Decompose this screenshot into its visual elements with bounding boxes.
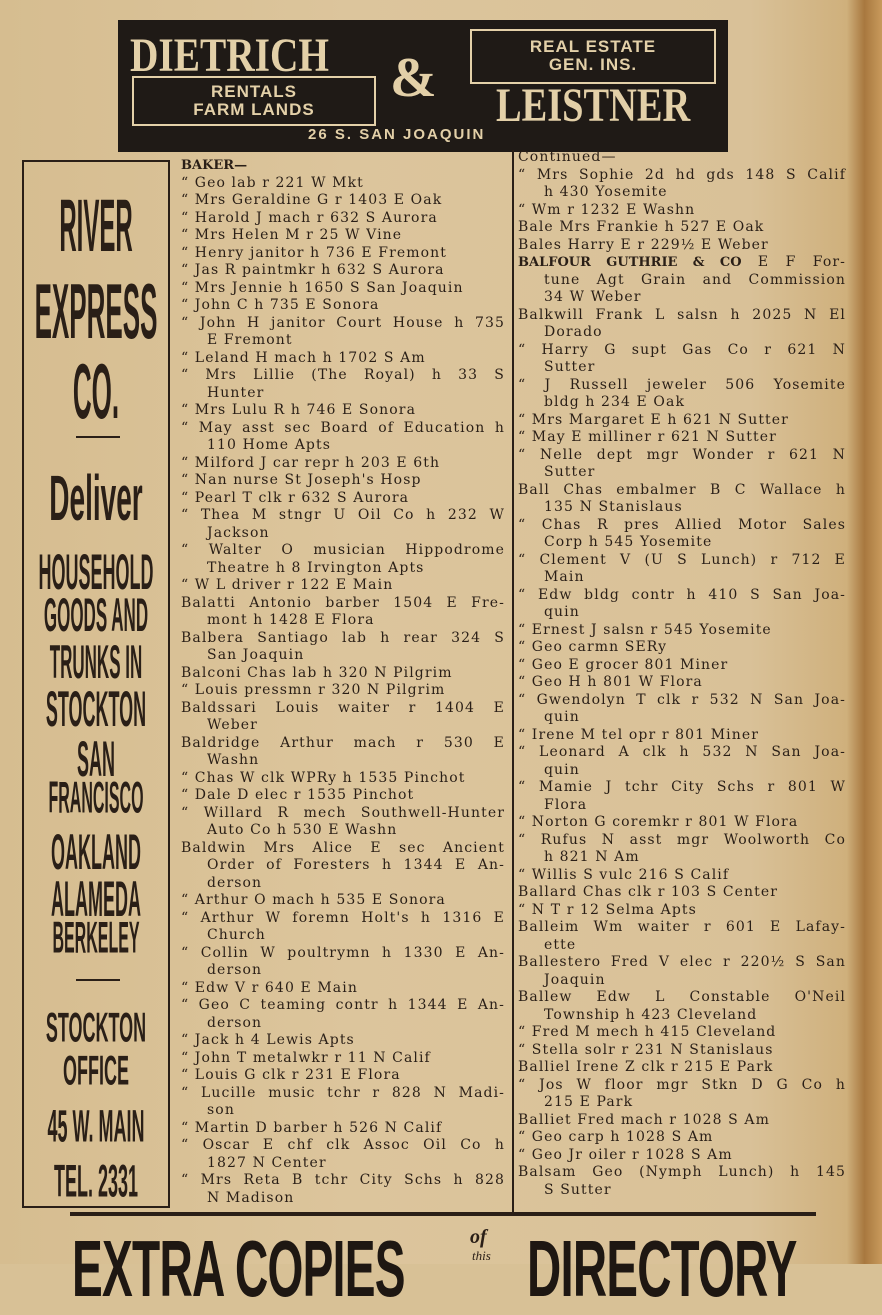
- entry-line: “ Mrs Geraldine G r 1403 E Oak: [181, 192, 443, 208]
- entry-line: “ Geo H h 801 W Flora: [518, 674, 703, 690]
- directory-entry: [518, 377, 846, 412]
- ad-line: TEL. 2331: [53, 1156, 139, 1207]
- directory-entry: [518, 919, 846, 954]
- entry-line: S Sutter: [544, 1181, 612, 1198]
- entry-line: Balliel Irene Z clk r 215 E Park: [518, 1059, 774, 1075]
- entry-line: “ Mrs Helen M r 25 W Vine: [181, 227, 403, 243]
- ad-line-row: [24, 731, 168, 788]
- entry-line: San Joaquin: [207, 647, 305, 663]
- directory-entry: [518, 307, 846, 342]
- ad-line: SAN: [76, 731, 115, 788]
- entry-line: “ Pearl T clk r 632 S Aurora: [181, 489, 410, 506]
- entry-line: “ Arthur O mach h 535 E Sonora: [181, 892, 446, 908]
- entry-line: Ballestero Fred V elec r 220½ S San: [518, 954, 846, 970]
- entry-line: Baldwin Mrs Alice E sec Ancient: [181, 839, 505, 856]
- directory-entry: [518, 1024, 846, 1042]
- entry-line: “ Lucille music tchr r 828 N Madi-: [181, 1084, 505, 1101]
- entry-line: “ Edw V r 640 E Main: [181, 979, 358, 996]
- directory-entry: [181, 787, 505, 805]
- entry-line: 110 Home Apts: [207, 437, 332, 453]
- entry-line: Balatti Antonio barber 1504 E Fre-: [181, 594, 505, 611]
- entry-line: bldg h 234 E Oak: [544, 394, 686, 410]
- directory-entry: [181, 227, 505, 245]
- river-express-ad: [22, 160, 170, 1208]
- entry-line: Balkwill Frank L salsn h 2025 N El: [518, 306, 846, 323]
- directory-entry: [181, 542, 505, 577]
- ad-line-row: [24, 636, 168, 690]
- entry-line: “ Walter O musician Hippodrome: [181, 542, 505, 558]
- ad-line-row: [24, 871, 168, 928]
- directory-entry: [518, 517, 846, 552]
- entry-line: Ball Chas embalmer B C Wallace h: [518, 481, 846, 498]
- ad-line-row: [24, 185, 168, 270]
- entry-line: “ Rufus N asst mgr Woolworth Co: [518, 831, 846, 848]
- directory-entry: [518, 1112, 846, 1130]
- right-directory-column: [518, 149, 846, 1199]
- directory-entry: [181, 210, 505, 228]
- entry-line: “ Leonard A clk h 532 N San Joa-: [518, 744, 846, 760]
- ad-line-row: [24, 346, 168, 436]
- entry-line: “ Jack h 4 Lewis Apts: [181, 1032, 355, 1048]
- entry-line: “ Geo E grocer 801 Miner: [518, 656, 729, 673]
- entry-line: Corp h 545 Yosemite: [544, 534, 713, 550]
- directory-entry: [181, 980, 505, 998]
- entry-line: “ W L driver r 122 E Main: [181, 577, 394, 593]
- directory-entry: [518, 202, 846, 220]
- directory-entry: [181, 490, 505, 508]
- entry-line: “ Arthur W foremn Holt's h 1316 E: [181, 909, 505, 926]
- entry-line: Flora: [544, 796, 588, 813]
- ad-divider: [76, 979, 120, 981]
- entry-line: “ Louis G clk r 231 E Flora: [181, 1067, 401, 1083]
- entry-line: “ Oscar E chf clk Assoc Oil Co h: [181, 1137, 505, 1153]
- entry-line: “ Geo carp h 1028 S Am: [518, 1129, 714, 1145]
- farm-lands-text: FARM LANDS: [193, 100, 315, 119]
- entry-line: “ Mrs Margaret E h 621 N Sutter: [518, 411, 789, 428]
- entry-line: son: [207, 1102, 235, 1118]
- entry-line: 215 E Park: [544, 1094, 634, 1110]
- banner-of: of: [470, 1226, 487, 1248]
- entry-line: Continued—: [518, 149, 617, 165]
- directory-entry: [181, 1067, 505, 1085]
- banner-this: this: [472, 1248, 491, 1263]
- directory-entry: [181, 157, 505, 175]
- entry-line: 34 W Weber: [544, 289, 642, 305]
- directory-entry: [518, 447, 846, 482]
- entry-line: 135 N Stanislaus: [544, 499, 683, 515]
- entry-line: quin: [544, 709, 580, 725]
- entry-line: Bales Harry E r 229½ E Weber: [518, 236, 769, 253]
- entry-line: “ Leland H mach h 1702 S Am: [181, 349, 426, 366]
- real-estate-box: [470, 29, 716, 84]
- entry-line: “ N T r 12 Selma Apts: [518, 901, 697, 918]
- rentals-text: RENTALS: [210, 82, 297, 101]
- entry-line: N Madison: [207, 1189, 295, 1206]
- entry-line: Ballard Chas clk r 103 S Center: [518, 884, 779, 900]
- entry-line: “ Willard R mech Southwell-Hunter: [181, 804, 505, 821]
- ad-line-row: [24, 1156, 168, 1207]
- entry-heading: BAKER—: [181, 158, 248, 173]
- entry-line: Auto Co h 530 E Washn: [207, 822, 398, 838]
- ad-name-dietrich: DIETRICH: [130, 29, 330, 82]
- directory-entry: [181, 840, 505, 893]
- entry-line: “ May E milliner r 621 N Sutter: [518, 429, 777, 445]
- directory-entry: [181, 577, 505, 595]
- directory-entry: [181, 630, 505, 665]
- entry-line: Weber: [207, 717, 258, 733]
- directory-entry: [181, 1120, 505, 1138]
- entry-line: Bale Mrs Frankie h 527 E Oak: [518, 219, 765, 235]
- entry-line: “ May asst sec Board of Education h: [181, 419, 505, 436]
- entry-line: “ Mrs Reta B tchr City Schs h 828: [181, 1172, 505, 1188]
- entry-line: Balleim Wm waiter r 601 E Lafay-: [518, 919, 846, 935]
- directory-entry: [518, 954, 846, 989]
- directory-entry: [518, 1129, 846, 1147]
- entry-line-bold: [181, 157, 505, 175]
- entry-line: “ Irene M tel opr r 801 Miner: [518, 726, 760, 743]
- entry-line: “ Mamie J tchr City Schs r 801 W: [518, 779, 846, 795]
- ad-line-row: [24, 1047, 168, 1094]
- entry-line: Baldssari Louis waiter r 1404 E: [181, 699, 505, 716]
- directory-entry: [181, 315, 505, 350]
- directory-entry: [181, 595, 505, 630]
- directory-entry: [518, 412, 846, 430]
- entry-line: Church: [207, 927, 266, 943]
- entry-line: “ Mrs Lulu R h 746 E Sonora: [181, 402, 417, 418]
- entry-line: “ Edw bldg contr h 410 S San Joa-: [518, 586, 846, 603]
- entry-line: Ballew Edw L Constable O'Neil: [518, 989, 846, 1005]
- entry-line: derson: [207, 1014, 263, 1031]
- directory-entry: [181, 367, 505, 402]
- entry-line: “ Clement V (U S Lunch) r 712 E: [518, 551, 846, 568]
- directory-entry: [181, 735, 505, 770]
- directory-entry: [181, 472, 505, 490]
- directory-entry: [518, 1059, 846, 1077]
- directory-entry: [518, 674, 846, 692]
- entry-line: derson: [207, 962, 263, 978]
- directory-entry: [518, 657, 846, 675]
- entry-line: Township h 423 Cleveland: [544, 1006, 758, 1023]
- left-directory-column: [181, 157, 505, 1207]
- ad-line: TRUNKS IN: [49, 636, 143, 690]
- real-estate-text: REAL ESTATE: [529, 37, 657, 56]
- directory-entry: [181, 262, 505, 280]
- entry-line: “ Geo carmn SERy: [518, 639, 668, 655]
- entry-line: “ Willis S vulc 216 S Calif: [518, 866, 730, 883]
- entry-line: “ Thea M stngr U Oil Co h 232 W: [181, 507, 505, 523]
- entry-line: h 821 N Am: [544, 849, 640, 865]
- ad-line: 45 W. MAIN: [47, 1101, 145, 1152]
- entry-line: quin: [544, 604, 580, 620]
- entry-line-bold: [518, 254, 846, 272]
- entry-line: Joaquin: [544, 971, 606, 988]
- directory-entry: [518, 744, 846, 779]
- entry-line: Order of Foresters h 1344 E An-: [207, 857, 505, 873]
- entry-line: “ Martin D barber h 526 N Calif: [181, 1119, 443, 1136]
- ad-line: STOCKTON: [45, 1004, 147, 1051]
- ad-line: Deliver: [49, 462, 143, 534]
- directory-entry: [181, 280, 505, 298]
- entry-line: Hunter: [207, 384, 265, 401]
- directory-entry: [181, 192, 505, 210]
- entry-line: “ Milford J car repr h 203 E 6th: [181, 454, 441, 471]
- entry-line: mont h 1428 E Flora: [207, 612, 375, 628]
- dietrich-leistner-ad: [118, 20, 728, 152]
- ad-line-row: [24, 1004, 168, 1051]
- directory-entry: [518, 167, 846, 202]
- directory-entry: [181, 507, 505, 542]
- entry-line: “ Collin W poultrymn h 1330 E An-: [181, 944, 505, 961]
- entry-line: “ John C h 735 E Sonora: [181, 297, 380, 313]
- directory-entry: [518, 587, 846, 622]
- directory-entry: [181, 297, 505, 315]
- ad-divider: [76, 436, 120, 438]
- directory-entry: [181, 1050, 505, 1068]
- directory-entry: [518, 552, 846, 587]
- directory-entry: [518, 622, 846, 640]
- directory-entry: [518, 429, 846, 447]
- directory-entry: [181, 455, 505, 473]
- ad-line-row: [24, 544, 168, 601]
- directory-entry: [518, 692, 846, 727]
- entry-line: “ John H janitor Court House h 735: [181, 314, 505, 331]
- directory-entry: [181, 682, 505, 700]
- directory-entry: [518, 482, 846, 517]
- ad-name-leistner: LEISTNER: [496, 79, 691, 132]
- ad-line: BERKELEY: [52, 916, 140, 964]
- ad-line: CO.: [72, 346, 120, 436]
- entry-line: “ Chas W clk WPRy h 1535 Pinchot: [181, 769, 466, 786]
- entry-line: Sutter: [544, 464, 596, 480]
- column-divider: [512, 150, 514, 1212]
- directory-entry: [518, 1042, 846, 1060]
- bottom-rule: [70, 1212, 816, 1216]
- entry-line: Balsam Geo (Nymph Lunch) h 145: [518, 1164, 846, 1180]
- directory-entry: [518, 814, 846, 832]
- entry-line: tune Agt Grain and Commission: [544, 271, 846, 288]
- directory-entry: [518, 254, 846, 307]
- entry-line: “ Fred M mech h 415 Cleveland: [518, 1024, 777, 1040]
- directory-entry: [518, 989, 846, 1024]
- entry-line: “ Nelle dept mgr Wonder r 621 N: [518, 446, 846, 463]
- entry-line: “ Geo C teaming contr h 1344 E An-: [181, 997, 505, 1013]
- directory-entry: [518, 342, 846, 377]
- ad-line: OAKLAND: [51, 824, 141, 881]
- gen-ins-text: GEN. INS.: [548, 55, 638, 74]
- ad-line-row: [24, 589, 168, 643]
- entry-line: “ John T metalwkr r 11 N Calif: [181, 1049, 431, 1066]
- ad-line: FRANCISCO: [48, 776, 144, 824]
- directory-entry: [518, 902, 846, 920]
- entry-line: “ Louis pressmn r 320 N Pilgrim: [181, 682, 446, 698]
- entry-line: “ Norton G coremkr r 801 W Flora: [518, 814, 799, 830]
- directory-entry: [181, 175, 505, 193]
- entry-line: “ Harold J mach r 632 S Aurora: [181, 209, 438, 226]
- directory-entry: [181, 892, 505, 910]
- ad-line-row: [24, 776, 168, 824]
- entry-line: “ Jas R paintmkr h 632 S Aurora: [181, 262, 445, 278]
- entry-line: “ Wm r 1232 E Washn: [518, 201, 696, 218]
- directory-entry: [181, 1085, 505, 1120]
- entry-line: Theatre h 8 Irvington Apts: [207, 559, 425, 576]
- entry-line: “ Nan nurse St Joseph's Hosp: [181, 472, 422, 488]
- entry-line: “ Geo lab r 221 W Mkt: [181, 174, 364, 191]
- directory-entry: [518, 779, 846, 814]
- directory-entry: [518, 639, 846, 657]
- directory-entry: [518, 1077, 846, 1112]
- entry-line: Baldridge Arthur mach r 530 E: [181, 734, 505, 751]
- directory-entry: [181, 945, 505, 980]
- ad-line: EXPRESS: [34, 266, 158, 356]
- directory-entry: [518, 1164, 846, 1199]
- directory-entry: [518, 832, 846, 867]
- directory-entry: [181, 402, 505, 420]
- directory-entry: [518, 1147, 846, 1165]
- entry-line: Balbera Santiago lab h rear 324 S: [181, 629, 505, 646]
- directory-entry: [518, 149, 846, 167]
- directory-entry: [181, 420, 505, 455]
- directory-entry: [518, 884, 846, 902]
- entry-line: h 430 Yosemite: [544, 184, 668, 200]
- ad-line-row: [24, 266, 168, 356]
- ad-line: GOODS AND: [43, 589, 149, 643]
- entry-heading: BALFOUR GUTHRIE & CO: [518, 255, 742, 270]
- directory-entry: [181, 770, 505, 788]
- directory-entry: [181, 805, 505, 840]
- directory-entry: [181, 245, 505, 263]
- ad-line-row: [24, 1101, 168, 1152]
- entry-line: ette: [544, 936, 577, 953]
- entry-line: quin: [544, 761, 580, 778]
- directory-entry: [181, 1137, 505, 1172]
- entry-line: Balconi Chas lab h 320 N Pilgrim: [181, 664, 453, 681]
- entry-line: “ J Russell jeweler 506 Yosemite: [518, 376, 846, 393]
- directory-entry: [181, 997, 505, 1032]
- ad-line-row: [24, 462, 168, 534]
- ad-address: 26 S. SAN JOAQUIN: [308, 126, 486, 143]
- ad-line: STOCKTON: [45, 681, 147, 738]
- ad-line-row: [24, 916, 168, 964]
- entry-line: “ Mrs Lillie (The Royal) h 33 S: [181, 367, 505, 383]
- entry-line: 1827 N Center: [207, 1154, 327, 1171]
- ad-ampersand: &: [390, 47, 437, 109]
- entry-line: “ Henry janitor h 736 E Fremont: [181, 244, 447, 261]
- entry-line: “ Chas R pres Allied Motor Sales: [518, 516, 846, 533]
- entry-line: “ Gwendolyn T clk r 532 N San Joa-: [518, 691, 846, 708]
- directory-entry: [181, 1032, 505, 1050]
- entry-line: Balliet Fred mach r 1028 S Am: [518, 1111, 771, 1128]
- entry-line: “ Mrs Sophie 2d hd gds 148 S Calif: [518, 166, 846, 183]
- entry-line: “ Jos W floor mgr Stkn D G Co h: [518, 1076, 846, 1093]
- rentals-box: [132, 76, 376, 126]
- ad-line: ALAMEDA: [51, 871, 141, 928]
- entry-line: “ Stella solr r 231 N Stanislaus: [518, 1041, 774, 1058]
- entry-line: Dorado: [544, 324, 603, 340]
- entry-line: Main: [544, 569, 585, 585]
- entry-line: E Fremont: [207, 332, 293, 348]
- entry-line: Washn: [207, 752, 260, 768]
- entry-line: “ Dale D elec r 1535 Pinchot: [181, 787, 415, 803]
- banner-directory: DIRECTORY: [527, 1223, 797, 1314]
- ad-line: RIVER: [59, 185, 133, 270]
- ad-line-row: [24, 824, 168, 881]
- entry-line: Jackson: [207, 524, 270, 541]
- entry-line: Sutter: [544, 359, 596, 375]
- ad-line-row: [24, 681, 168, 738]
- directory-entry: [518, 219, 846, 237]
- directory-entry: [518, 867, 846, 885]
- entry-text: E F For-: [741, 254, 846, 270]
- entry-line: “ Harry G supt Gas Co r 621 N: [518, 341, 846, 358]
- directory-entry: [181, 665, 505, 683]
- entry-line: “ Geo Jr oiler r 1028 S Am: [518, 1146, 733, 1163]
- banner-extra-copies: EXTRA COPIES: [72, 1223, 405, 1314]
- entry-line: derson: [207, 874, 263, 891]
- directory-entry: [518, 727, 846, 745]
- directory-entry: [181, 910, 505, 945]
- ad-line: OFFICE: [63, 1047, 129, 1094]
- directory-entry: [518, 237, 846, 255]
- entry-line: “ Mrs Jennie h 1650 S San Joaquin: [181, 279, 464, 296]
- directory-entry: [181, 1172, 505, 1207]
- entry-line: “ Ernest J salsn r 545 Yosemite: [518, 621, 772, 638]
- directory-entry: [181, 700, 505, 735]
- directory-entry: [181, 350, 505, 368]
- ad-line: HOUSEHOLD: [38, 544, 154, 601]
